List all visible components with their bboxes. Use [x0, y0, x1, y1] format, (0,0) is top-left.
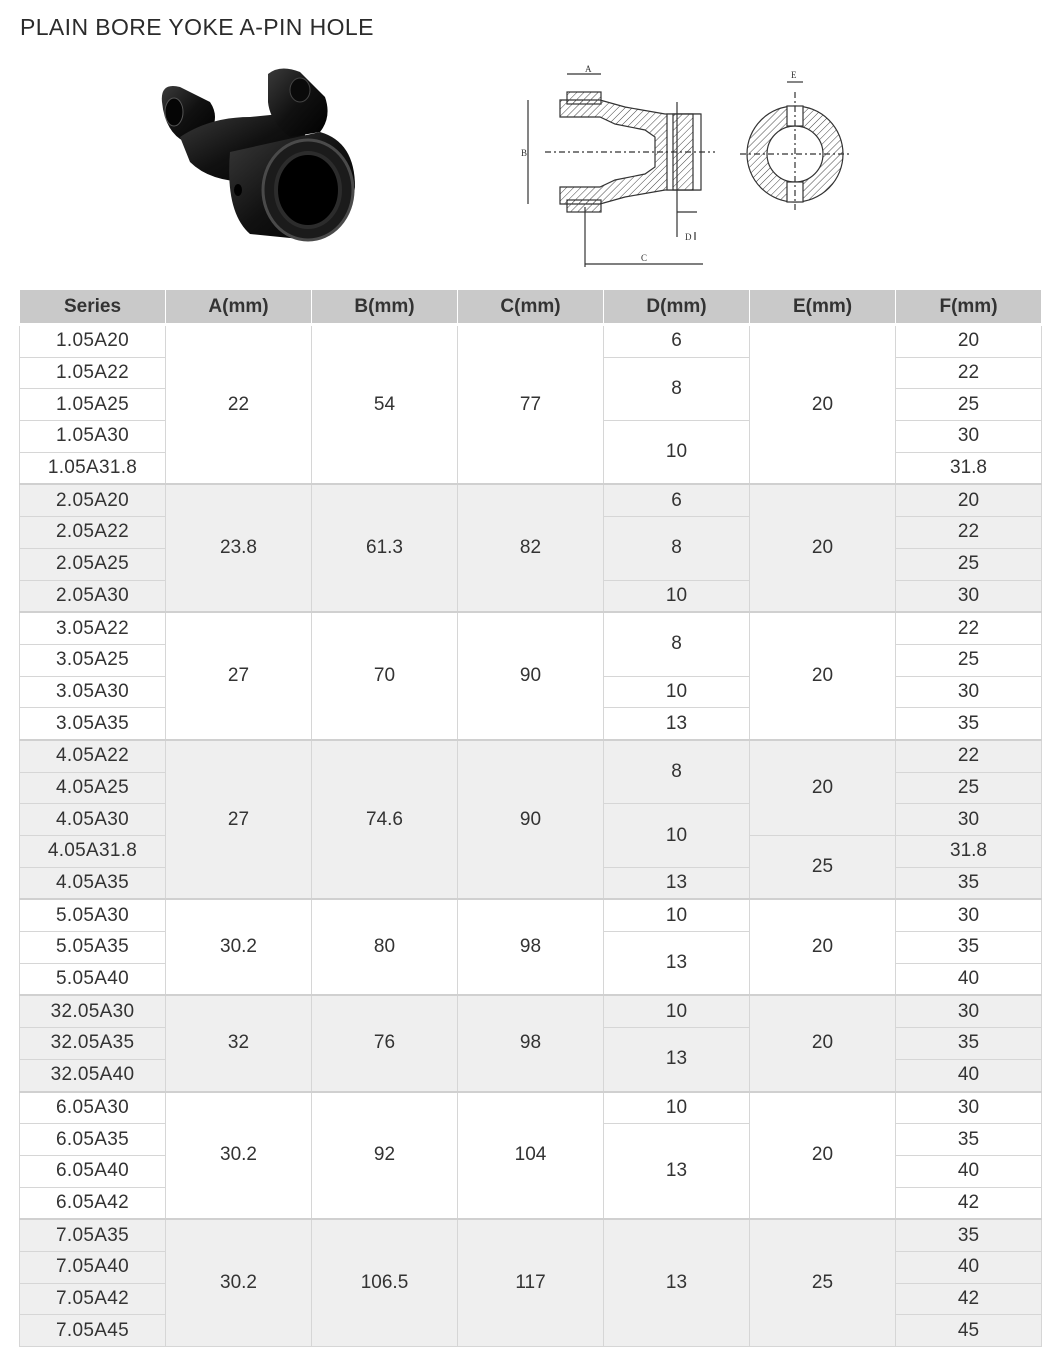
- series-cell: 1.05A20: [20, 325, 166, 358]
- e-cell: 20: [750, 612, 896, 740]
- table-header-row: [20, 290, 1042, 325]
- column-header: B(mm): [312, 290, 458, 325]
- f-cell: 20: [896, 325, 1042, 358]
- d-cell: 8: [604, 517, 750, 580]
- d-cell: 13: [604, 1124, 750, 1220]
- series-cell: 2.05A30: [20, 580, 166, 612]
- spec-table-container: [19, 289, 1042, 1347]
- series-cell: 7.05A40: [20, 1251, 166, 1283]
- d-cell: 10: [604, 804, 750, 867]
- d-cell: 8: [604, 612, 750, 676]
- e-cell: 20: [750, 740, 896, 836]
- d-cell: 10: [604, 676, 750, 708]
- table-row: [20, 995, 1042, 1027]
- series-cell: 32.05A40: [20, 1059, 166, 1091]
- series-cell: 1.05A22: [20, 357, 166, 389]
- dim-label-b: B: [521, 148, 528, 158]
- f-cell: 45: [896, 1315, 1042, 1347]
- c-cell: 90: [458, 740, 604, 899]
- f-cell: 40: [896, 1059, 1042, 1091]
- series-cell: 6.05A42: [20, 1187, 166, 1219]
- e-cell: 20: [750, 1092, 896, 1220]
- b-cell: 70: [312, 612, 458, 740]
- b-cell: 54: [312, 325, 458, 485]
- column-header: C(mm): [458, 290, 604, 325]
- series-cell: 6.05A35: [20, 1124, 166, 1156]
- f-cell: 35: [896, 932, 1042, 964]
- f-cell: 22: [896, 357, 1042, 389]
- column-header: E(mm): [750, 290, 896, 325]
- table-row: [20, 612, 1042, 644]
- series-cell: 1.05A30: [20, 421, 166, 453]
- f-cell: 30: [896, 421, 1042, 453]
- d-cell: 8: [604, 357, 750, 420]
- a-cell: 30.2: [166, 899, 312, 995]
- series-cell: 1.05A31.8: [20, 452, 166, 484]
- e-cell: 20: [750, 899, 896, 995]
- e-cell: 25: [750, 836, 896, 900]
- column-header: A(mm): [166, 290, 312, 325]
- c-cell: 117: [458, 1219, 604, 1346]
- d-cell: 10: [604, 1092, 750, 1124]
- b-cell: 74.6: [312, 740, 458, 899]
- yoke-technical-drawing: [515, 62, 865, 272]
- d-cell: 10: [604, 421, 750, 485]
- d-cell: 8: [604, 740, 750, 804]
- f-cell: 40: [896, 963, 1042, 995]
- f-cell: 20: [896, 484, 1042, 516]
- series-cell: 7.05A45: [20, 1315, 166, 1347]
- f-cell: 30: [896, 899, 1042, 931]
- f-cell: 25: [896, 548, 1042, 580]
- spec-table: [19, 289, 1042, 1347]
- f-cell: 31.8: [896, 836, 1042, 868]
- f-cell: 30: [896, 1092, 1042, 1124]
- column-header: D(mm): [604, 290, 750, 325]
- f-cell: 42: [896, 1187, 1042, 1219]
- f-cell: 25: [896, 772, 1042, 804]
- a-cell: 32: [166, 995, 312, 1091]
- series-cell: 3.05A22: [20, 612, 166, 644]
- series-cell: 4.05A31.8: [20, 836, 166, 868]
- d-cell: 10: [604, 899, 750, 931]
- e-cell: 20: [750, 484, 896, 612]
- b-cell: 80: [312, 899, 458, 995]
- dim-label-a: A: [585, 64, 592, 74]
- series-cell: 6.05A40: [20, 1155, 166, 1187]
- f-cell: 35: [896, 708, 1042, 740]
- series-cell: 5.05A35: [20, 932, 166, 964]
- f-cell: 35: [896, 1124, 1042, 1156]
- f-cell: 40: [896, 1251, 1042, 1283]
- d-cell: 10: [604, 995, 750, 1027]
- dim-label-d: D: [685, 232, 692, 242]
- series-cell: 3.05A35: [20, 708, 166, 740]
- f-cell: 31.8: [896, 452, 1042, 484]
- table-row: [20, 1219, 1042, 1251]
- c-cell: 82: [458, 484, 604, 612]
- b-cell: 76: [312, 995, 458, 1091]
- f-cell: 35: [896, 1028, 1042, 1060]
- f-cell: 30: [896, 580, 1042, 612]
- table-row: [20, 325, 1042, 358]
- f-cell: 40: [896, 1155, 1042, 1187]
- table-row: [20, 1092, 1042, 1124]
- series-cell: 2.05A22: [20, 517, 166, 549]
- table-row: [20, 740, 1042, 772]
- e-cell: 25: [750, 1219, 896, 1346]
- series-cell: 7.05A35: [20, 1219, 166, 1251]
- dim-label-c: C: [641, 253, 648, 263]
- f-cell: 30: [896, 676, 1042, 708]
- f-cell: 35: [896, 1219, 1042, 1251]
- f-cell: 35: [896, 867, 1042, 899]
- c-cell: 98: [458, 899, 604, 995]
- column-header: F(mm): [896, 290, 1042, 325]
- series-cell: 4.05A30: [20, 804, 166, 836]
- series-cell: 3.05A30: [20, 676, 166, 708]
- d-cell: 13: [604, 932, 750, 996]
- c-cell: 90: [458, 612, 604, 740]
- series-cell: 4.05A22: [20, 740, 166, 772]
- e-cell: 20: [750, 325, 896, 485]
- d-cell: 13: [604, 708, 750, 740]
- table-row: [20, 484, 1042, 516]
- a-cell: 30.2: [166, 1092, 312, 1220]
- b-cell: 106.5: [312, 1219, 458, 1346]
- e-cell: 20: [750, 995, 896, 1091]
- a-cell: 22: [166, 325, 312, 485]
- table-body: [20, 325, 1042, 1347]
- series-cell: 4.05A35: [20, 867, 166, 899]
- column-header: Series: [20, 290, 166, 325]
- dim-label-e: E: [791, 70, 797, 80]
- series-cell: 5.05A30: [20, 899, 166, 931]
- f-cell: 30: [896, 804, 1042, 836]
- page-title: PLAIN BORE YOKE A-PIN HOLE: [20, 14, 374, 40]
- d-cell: 6: [604, 325, 750, 358]
- a-cell: 27: [166, 612, 312, 740]
- series-cell: 1.05A25: [20, 389, 166, 421]
- series-cell: 2.05A25: [20, 548, 166, 580]
- f-cell: 25: [896, 389, 1042, 421]
- series-cell: 7.05A42: [20, 1283, 166, 1315]
- series-cell: 5.05A40: [20, 963, 166, 995]
- d-cell: 13: [604, 1028, 750, 1092]
- f-cell: 22: [896, 740, 1042, 772]
- b-cell: 61.3: [312, 484, 458, 612]
- f-cell: 25: [896, 644, 1042, 676]
- b-cell: 92: [312, 1092, 458, 1220]
- series-cell: 32.05A30: [20, 995, 166, 1027]
- series-cell: 3.05A25: [20, 644, 166, 676]
- f-cell: 22: [896, 612, 1042, 644]
- d-cell: 13: [604, 1219, 750, 1346]
- d-cell: 6: [604, 484, 750, 516]
- series-cell: 32.05A35: [20, 1028, 166, 1060]
- c-cell: 104: [458, 1092, 604, 1220]
- d-cell: 10: [604, 580, 750, 612]
- a-cell: 23.8: [166, 484, 312, 612]
- f-cell: 30: [896, 995, 1042, 1027]
- f-cell: 42: [896, 1283, 1042, 1315]
- series-cell: 4.05A25: [20, 772, 166, 804]
- d-cell: 13: [604, 867, 750, 899]
- c-cell: 98: [458, 995, 604, 1091]
- a-cell: 30.2: [166, 1219, 312, 1346]
- a-cell: 27: [166, 740, 312, 899]
- series-cell: 2.05A20: [20, 484, 166, 516]
- table-row: [20, 899, 1042, 931]
- f-cell: 22: [896, 517, 1042, 549]
- series-cell: 6.05A30: [20, 1092, 166, 1124]
- yoke-product-photo: [140, 62, 380, 252]
- c-cell: 77: [458, 325, 604, 485]
